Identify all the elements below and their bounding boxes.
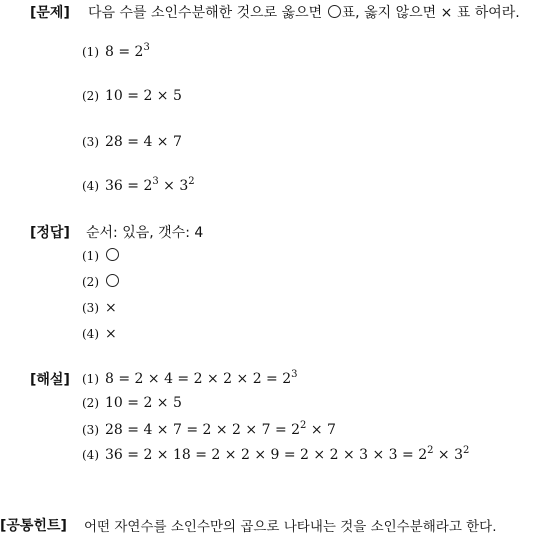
problem-item-1 — [82, 42, 150, 60]
problem-item-2 — [82, 88, 182, 104]
item-expression: 8 = 2 — [105, 44, 144, 60]
cross-mark: × — [105, 326, 117, 342]
circle-mark-icon — [328, 5, 341, 18]
item-number: (3) — [82, 301, 99, 315]
explanation-line-3 — [82, 420, 336, 438]
line-expression: 28 = 4 × 7 = 2 × 2 × 7 = 2 — [105, 422, 301, 438]
answer-item-1 — [82, 248, 120, 264]
item-number: (4) — [82, 448, 99, 462]
problem-prompt — [88, 2, 520, 22]
line-expression-cont: × 7 — [306, 422, 336, 438]
answer-tag: [정답] — [30, 225, 70, 241]
problem-item-3 — [82, 134, 182, 150]
line-exponent: 2 — [463, 445, 470, 456]
item-expression-cont: × 3 — [158, 178, 189, 194]
item-number: (1) — [82, 372, 99, 386]
explanation-line-4 — [82, 445, 469, 463]
item-number: (3) — [82, 135, 99, 149]
item-number: (1) — [82, 45, 99, 59]
problem-prompt-part2: 표, 옳지 않으면 × 표 하여라. — [341, 5, 520, 21]
circle-mark-icon — [106, 248, 119, 261]
problem-tag: [문제] — [30, 5, 70, 21]
problem-prompt-part1: 다음 수를 소인수분해한 것으로 옳으면 — [88, 5, 323, 21]
answer-item-4 — [82, 326, 117, 342]
problem-item-4 — [82, 176, 195, 194]
explanation-line-1 — [82, 369, 298, 387]
item-expression: 28 = 4 × 7 — [105, 134, 182, 150]
item-number: (2) — [82, 396, 99, 410]
explanation-tag: [해설] — [30, 372, 70, 388]
line-expression: 8 = 2 × 4 = 2 × 2 × 2 = 2 — [105, 371, 292, 387]
hint-tag: [공통힌트] — [0, 518, 67, 534]
answer-item-2 — [82, 274, 120, 290]
item-number: (1) — [82, 249, 99, 263]
item-expression: 10 = 2 × 5 — [105, 88, 182, 104]
item-number: (4) — [82, 327, 99, 341]
item-number: (2) — [82, 89, 99, 103]
item-exponent: 3 — [152, 176, 159, 187]
answer-summary: 순서: 있음, 갯수: 4 — [86, 225, 204, 241]
explanation-line-2 — [82, 395, 182, 411]
line-exponent: 3 — [291, 369, 298, 380]
cross-mark: × — [105, 300, 117, 316]
line-expression: 36 = 2 × 18 = 2 × 2 × 9 = 2 × 2 × 3 × 3 = 2 — [105, 447, 428, 463]
item-number: (2) — [82, 275, 99, 289]
line-exponent: 2 — [427, 445, 434, 456]
item-exponent: 2 — [188, 176, 195, 187]
item-number: (4) — [82, 179, 99, 193]
item-expression: 36 = 2 — [105, 178, 153, 194]
hint-text: 어떤 자연수를 소인수만의 곱으로 나타내는 것을 소인수분해라고 한다. — [84, 519, 497, 535]
answer-item-3 — [82, 300, 117, 316]
item-exponent: 3 — [143, 42, 150, 53]
line-expression-cont: × 3 — [433, 447, 464, 463]
line-expression: 10 = 2 × 5 — [105, 395, 182, 411]
line-exponent: 2 — [300, 420, 307, 431]
item-number: (3) — [82, 423, 99, 437]
circle-mark-icon — [106, 274, 119, 287]
